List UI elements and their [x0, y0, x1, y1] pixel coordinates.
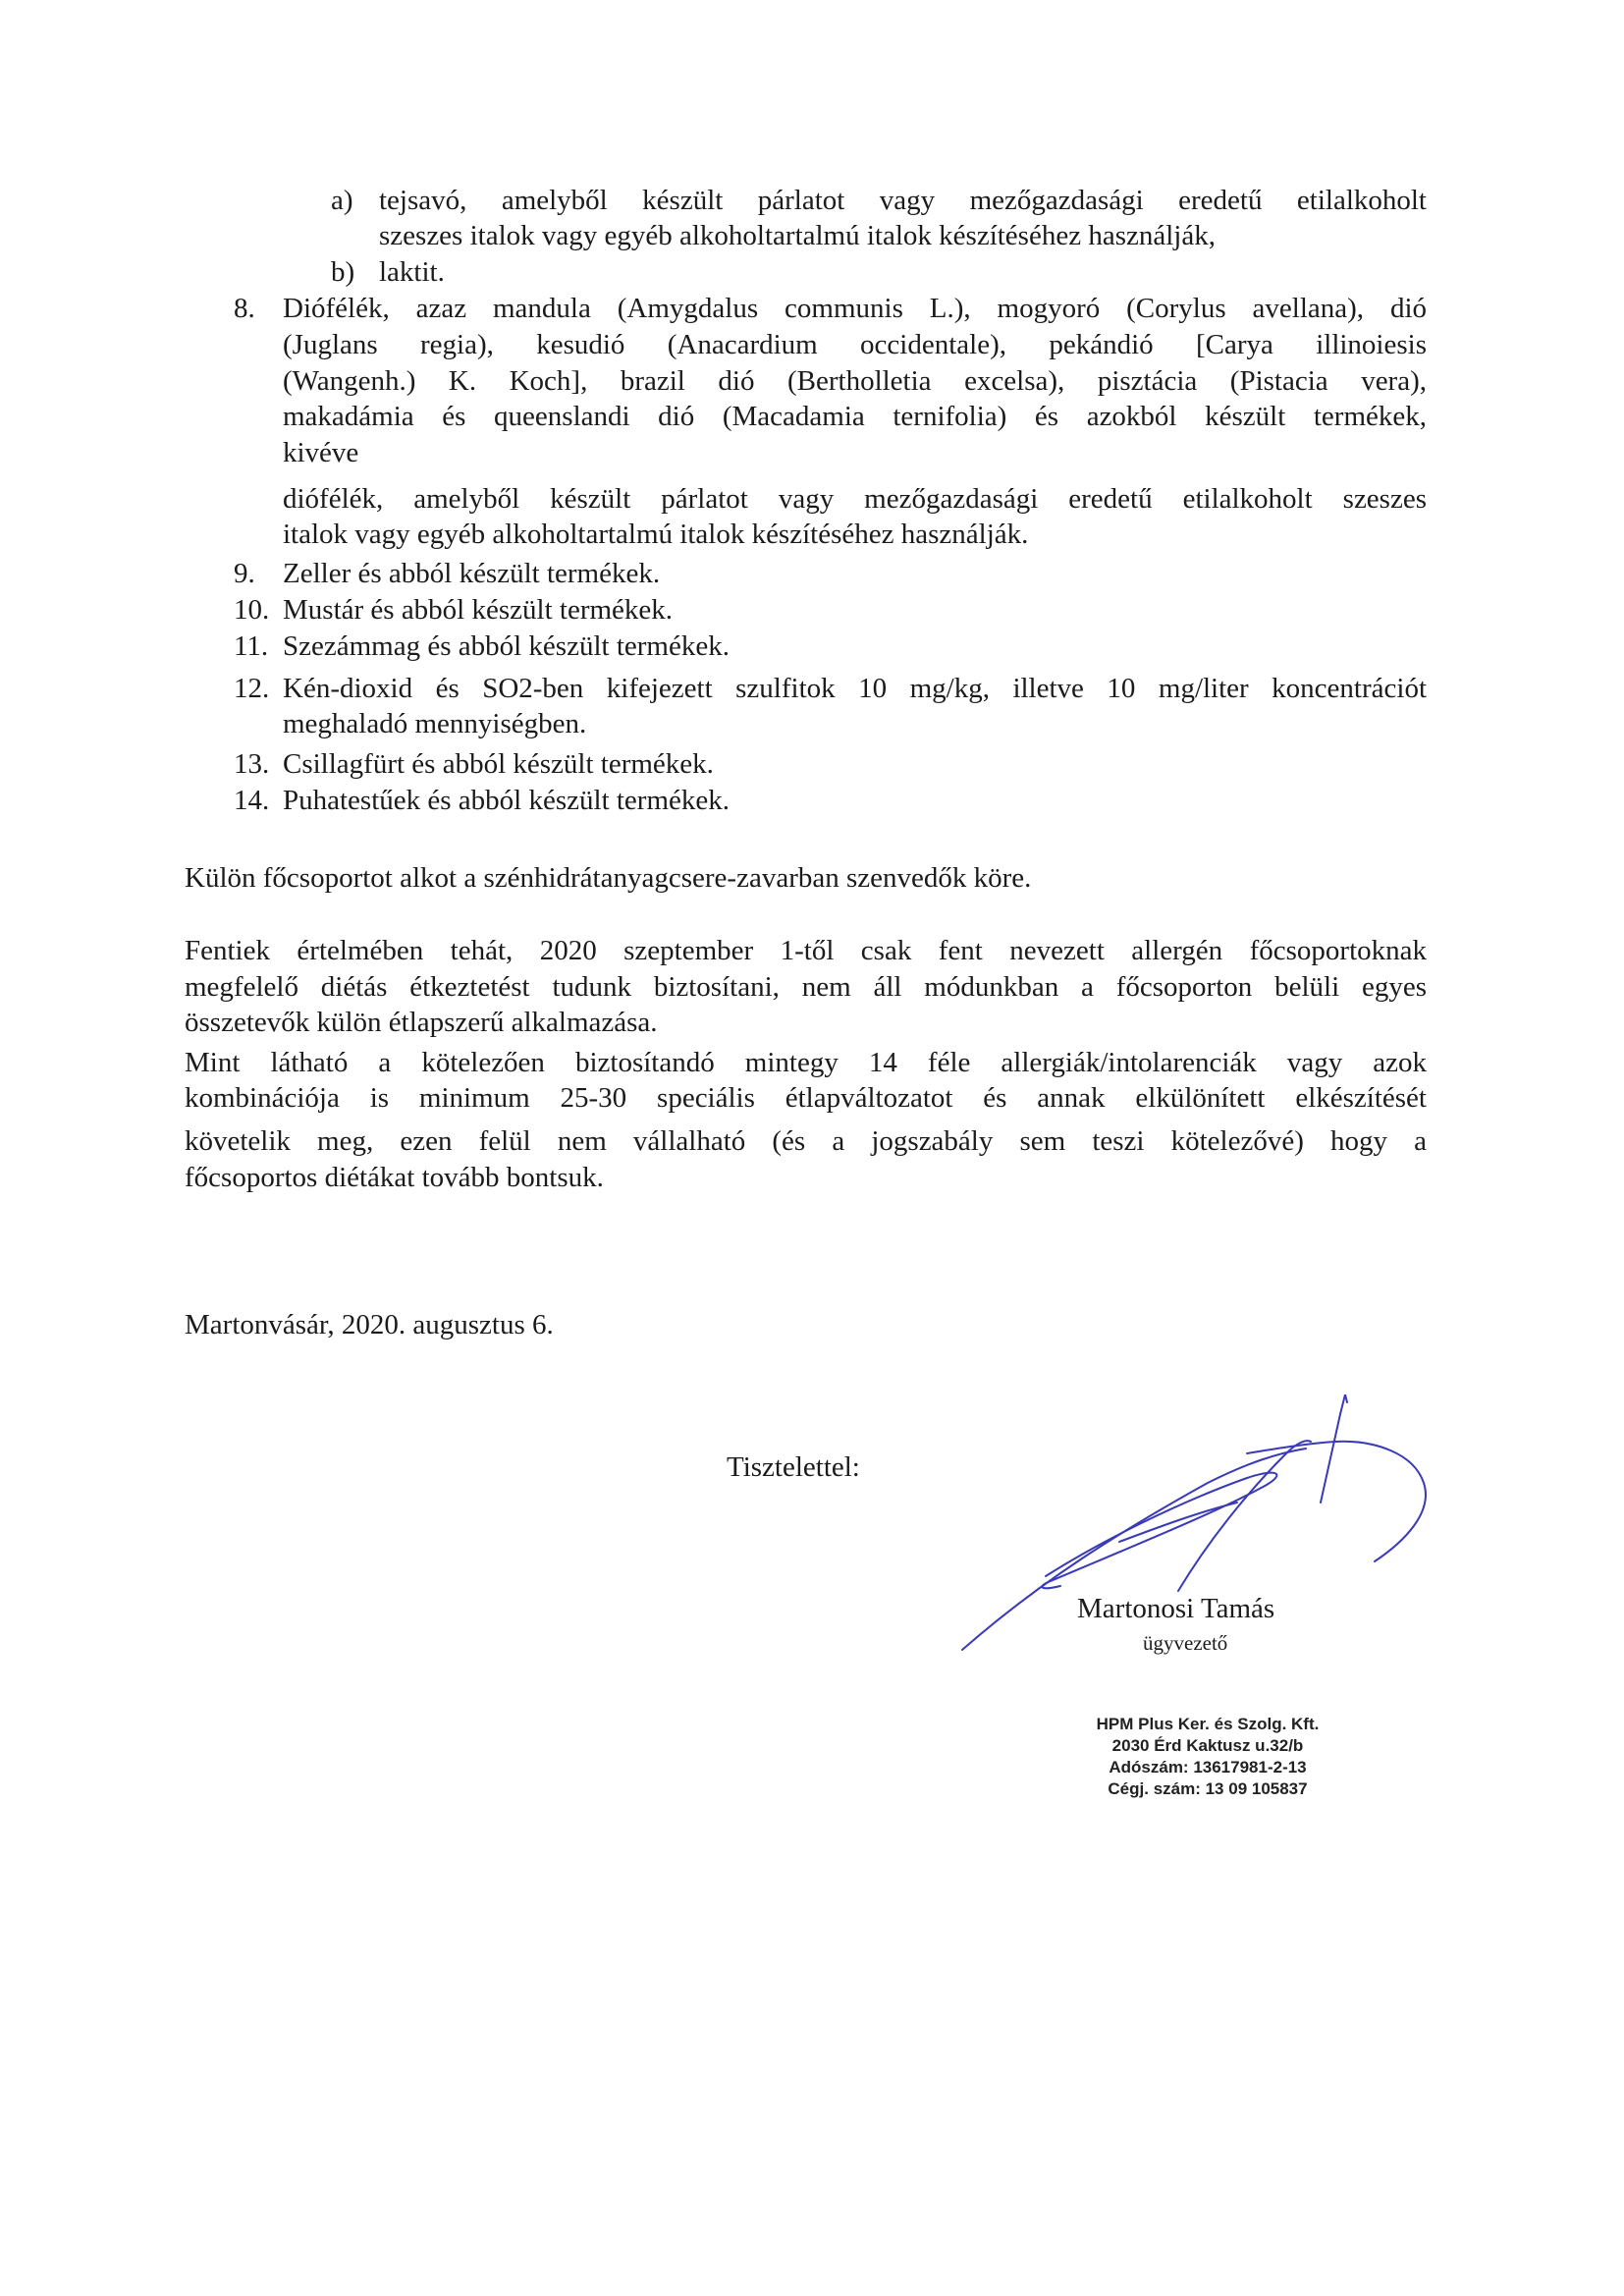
list-item8-line: diófélék, amelyből készült párlatot vagy mezőgazdasági eredetű etilalkoholt szeszes — [283, 483, 1427, 515]
stamp-registration-number: Cégj. szám: 13 09 105837 — [1108, 1779, 1308, 1798]
list-item12-line2: meghaladó mennyiségben. — [283, 708, 587, 739]
list-marker-13: 13. — [234, 748, 270, 780]
list-item9-text: Zeller és abból készült termékek. — [283, 558, 661, 589]
list-sub-a-line1: tejsavó, amelyből készült párlatot vagy mezőgazdasági eredetű etilalkoholt — [379, 185, 1427, 216]
list-item8-line: kivéve — [283, 437, 359, 468]
paragraph-line: megfelelő diétás étkeztetést tudunk biztosítani, nem áll módunkban a főcsoporton belüli egyes — [185, 971, 1427, 1003]
list-item8-line: italok vagy egyéb alkoholtartalmú italok készítéséhez használják. — [283, 519, 1029, 550]
list-marker-10: 10. — [234, 594, 270, 626]
list-marker-8: 8. — [234, 293, 255, 324]
list-marker-a: a) — [331, 185, 353, 216]
list-item8-line: (Wangenh.) K. Koch], brazil dió (Bertholletia excelsa), pisztácia (Pistacia vera), — [283, 365, 1427, 397]
signer-name: Martonosi Tamás — [1077, 1593, 1275, 1624]
paragraph-line: követelik meg, ezen felül nem vállalható (és a jogszabály sem teszi kötelezővé) hogy a — [185, 1125, 1427, 1157]
list-sub-b-text: laktit. — [379, 256, 445, 288]
list-item8-line: makadámia és queenslandi dió (Macadamia ternifolia) és azokból készült termékek, — [283, 401, 1427, 432]
paragraph-line: Mint látható a kötelezően biztosítandó mintegy 14 féle allergiák/intolarenciák vagy azok — [185, 1047, 1427, 1078]
company-stamp — [1051, 1714, 1365, 1800]
stamp-address: 2030 Érd Kaktusz u.32/b — [1111, 1736, 1304, 1755]
stamp-company-name: HPM Plus Ker. és Szolg. Kft. — [1096, 1715, 1320, 1733]
paragraph-carbohydrate: Külön főcsoportot alkot a szénhidrátanyagcsere-zavarban szenvedők köre. — [185, 862, 1032, 894]
paragraph-line: Fentiek értelmében tehát, 2020 szeptember 1-től csak fent nevezett allergén főcsoportoknak — [185, 935, 1427, 966]
list-marker-12: 12. — [234, 673, 270, 704]
list-marker-11: 11. — [234, 630, 269, 662]
list-item13-text: Csillagfürt és abból készült termékek. — [283, 748, 714, 780]
list-item14-text: Puhatestűek és abból készült termékek. — [283, 785, 731, 816]
list-marker-b: b) — [331, 256, 355, 288]
paragraph-line: kombinációja is minimum 25-30 speciális étlapváltozatot és annak elkülönített elkészítését — [185, 1082, 1427, 1114]
list-item12-line1: Kén-dioxid és SO2-ben kifejezett szulfitok 10 mg/kg, illetve 10 mg/liter koncentrációt — [283, 673, 1427, 704]
paragraph-line: összetevők külön étlapszerű alkalmazása. — [185, 1007, 658, 1038]
list-item10-text: Mustár és abból készült termékek. — [283, 594, 674, 626]
list-item8-line: (Juglans regia), kesudió (Anacardium occidentale), pekándió [Carya illinoiesis — [283, 329, 1427, 360]
list-sub-a-line2: szeszes italok vagy egyéb alkoholtartalmú italok készítéséhez használják, — [379, 220, 1216, 251]
list-item11-text: Szezámmag és abból készült termékek. — [283, 630, 730, 662]
signer-title: ügyvezető — [1143, 1631, 1228, 1655]
list-item8-line: Diófélék, azaz mandula (Amygdalus communis L.), mogyoró (Corylus avellana), dió — [283, 293, 1427, 324]
list-marker-14: 14. — [234, 785, 270, 816]
salutation: Tisztelettel: — [727, 1451, 860, 1483]
paragraph-line: főcsoportos diétákat tovább bontsuk. — [185, 1162, 604, 1193]
stamp-tax-number: Adószám: 13617981-2-13 — [1109, 1758, 1307, 1777]
list-marker-9: 9. — [234, 558, 255, 589]
place-date: Martonvásár, 2020. augusztus 6. — [185, 1309, 554, 1340]
